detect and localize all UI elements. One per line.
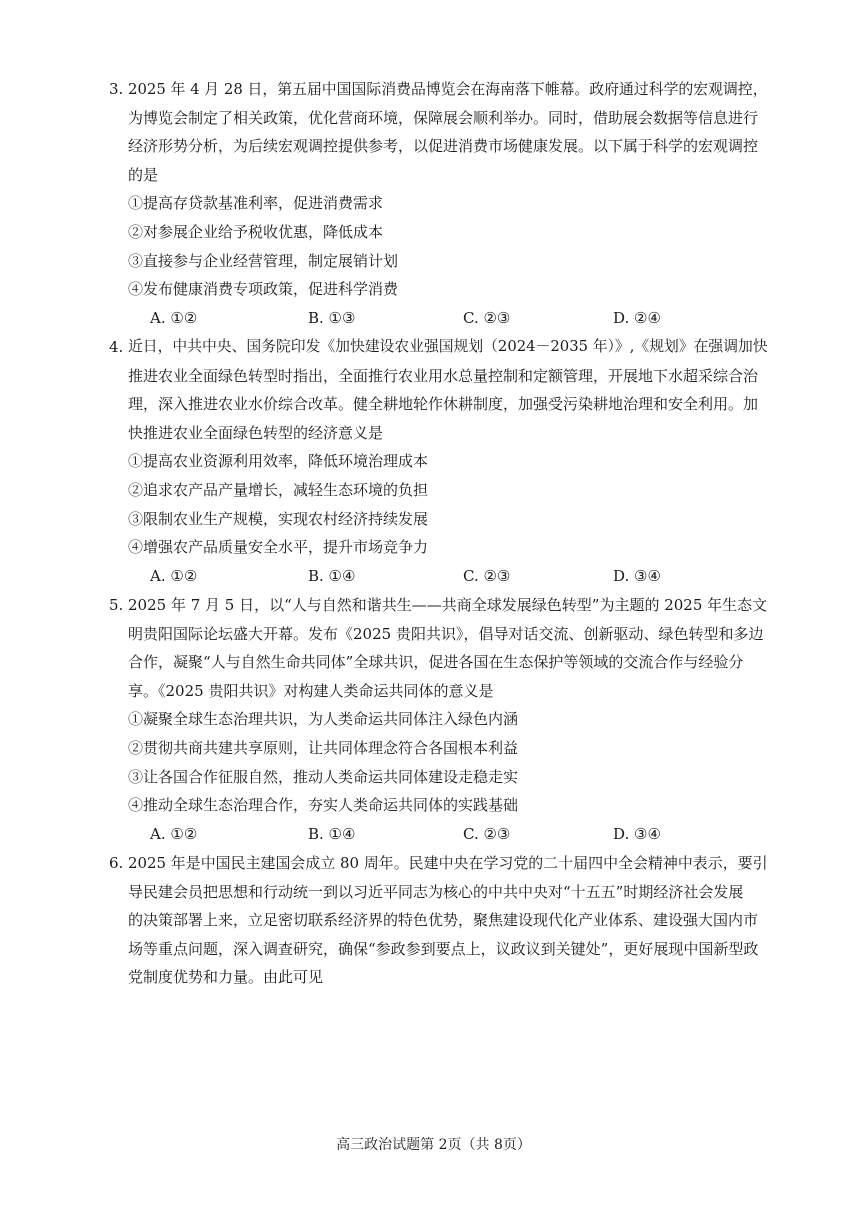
- answer-choices: [128, 820, 768, 849]
- question-stem-line: 场等重点问题，深入调查研究，确保“参政参到要点上，议政议到关键处”，更好展现中国新型政: [128, 939, 759, 958]
- question-stem-line: 经济形势分析，为后续宏观调控提供参考，以促进消费市场健康发展。以下属于科学的宏观调控: [128, 137, 759, 156]
- statement-option: ④推动全球生态治理合作，夯实人类命运共同体的实践基础: [128, 796, 519, 815]
- choice-a: A. ①②: [150, 824, 198, 843]
- question-stem-line: 享。《2025 贵阳共识》对构建人类命运共同体的意义是: [128, 681, 494, 700]
- statement-option: ②对参展企业给予税收优惠，降低成本: [128, 222, 384, 241]
- choice-b: B. ①③: [308, 308, 356, 327]
- statement-option: ④发布健康消费专项政策，促进科学消费: [128, 280, 399, 299]
- statement-option: ③直接参与企业经营管理，制定展销计划: [128, 251, 399, 270]
- question-stem-line: 明贵阳国际论坛盛大开幕。发布《2025 贵阳共识》，倡导对话交流、创新驱动、绿色转型和多边: [128, 624, 764, 643]
- question-stem-line: 2025 年 7 月 5 日，以“人与自然和谐共生——共商全球发展绿色转型”为主题的 2025 年生态文: [128, 596, 768, 614]
- question-stem-line: 合作，凝聚“人与自然生命共同体”全球共识，促进各国在生态保护等领域的交流合作与经验分: [128, 653, 744, 672]
- statement-option: ②追求农产品产量增长，减轻生态环境的负担: [128, 480, 429, 499]
- question-stem-line: 的决策部署上来，立足密切联系经济界的特色优势，聚焦建设现代化产业体系、建设强大国内市: [128, 911, 759, 930]
- question-stem-line: 2025 年是中国民主建国会成立 80 周年。民建中央在学习党的二十届四中全会精神中表示，要引: [128, 854, 768, 872]
- question-stem-line: 导民建会员把思想和行动统一到以习近平同志为核心的中共中央对“十五五”时期经济社会发展: [128, 882, 744, 901]
- statement-option: ①凝聚全球生态治理共识，为人类命运共同体注入绿色内涵: [128, 710, 519, 729]
- question-number: 4.: [109, 338, 124, 356]
- question-5: [109, 591, 768, 848]
- statement-option: ④增强农产品质量安全水平，提升市场竞争力: [128, 538, 429, 557]
- choice-d: D. ②④: [613, 308, 661, 327]
- page-footer: 高三政治试题第 2页（共 8页）: [336, 1137, 531, 1153]
- choice-c: C. ②③: [463, 308, 511, 327]
- question-number: 5.: [109, 596, 124, 614]
- statement-option: ③限制农业生产规模，实现农村经济持续发展: [128, 509, 429, 528]
- question-number: 3.: [109, 80, 124, 98]
- choice-b: B. ①④: [308, 824, 356, 843]
- question-stem-line: 为博览会制定了相关政策，优化营商环境，保障展会顺利举办。同时，借助展会数据等信息进行: [128, 108, 759, 127]
- question-stem-line: 快推进农业全面绿色转型的经济意义是: [128, 423, 384, 442]
- choice-b: B. ①④: [308, 566, 356, 585]
- question-stem-line: 的是: [128, 165, 159, 184]
- choice-c: C. ②③: [463, 566, 511, 585]
- statement-option: ①提高存贷款基准利率，促进消费需求: [128, 194, 384, 213]
- question-3: [109, 75, 768, 332]
- statement-option: ①提高农业资源利用效率，降低环境治理成本: [128, 452, 429, 471]
- choice-a: A. ①②: [150, 566, 198, 585]
- question-stem-line: 理，深入推进农业水价综合改革。健全耕地轮作休耕制度，加强受污染耕地治理和安全利用。加: [128, 395, 759, 414]
- question-number: 6.: [109, 854, 124, 872]
- statement-option: ③让各国合作征服自然，推动人类命运共同体建设走稳走实: [128, 767, 519, 786]
- choice-a: A. ①②: [150, 308, 198, 327]
- question-stem-line: 党制度优势和力量。由此可见: [128, 968, 324, 987]
- choice-c: C. ②③: [463, 824, 511, 843]
- choice-d: D. ③④: [613, 566, 661, 585]
- question-stem-line: 推进农业全面绿色转型时指出，全面推行农业用水总量控制和定额管理，开展地下水超采综合治: [128, 366, 759, 385]
- answer-choices: [128, 304, 768, 333]
- statement-option: ②贯彻共商共建共享原则，让共同体理念符合各国根本利益: [128, 738, 519, 757]
- answer-choices: [128, 562, 768, 591]
- question-4: [109, 333, 768, 590]
- question-6: [109, 849, 768, 992]
- question-stem-line: 近日，中共中央、国务院印发《加快建设农业强国规划（2024－2035 年）》,《规划》在强调加快: [128, 338, 768, 355]
- question-stem-line: 2025 年 4 月 28 日，第五届中国国际消费品博览会在海南落下帷幕。政府通过科学的宏观调控，: [128, 80, 768, 98]
- choice-d: D. ③④: [613, 824, 661, 843]
